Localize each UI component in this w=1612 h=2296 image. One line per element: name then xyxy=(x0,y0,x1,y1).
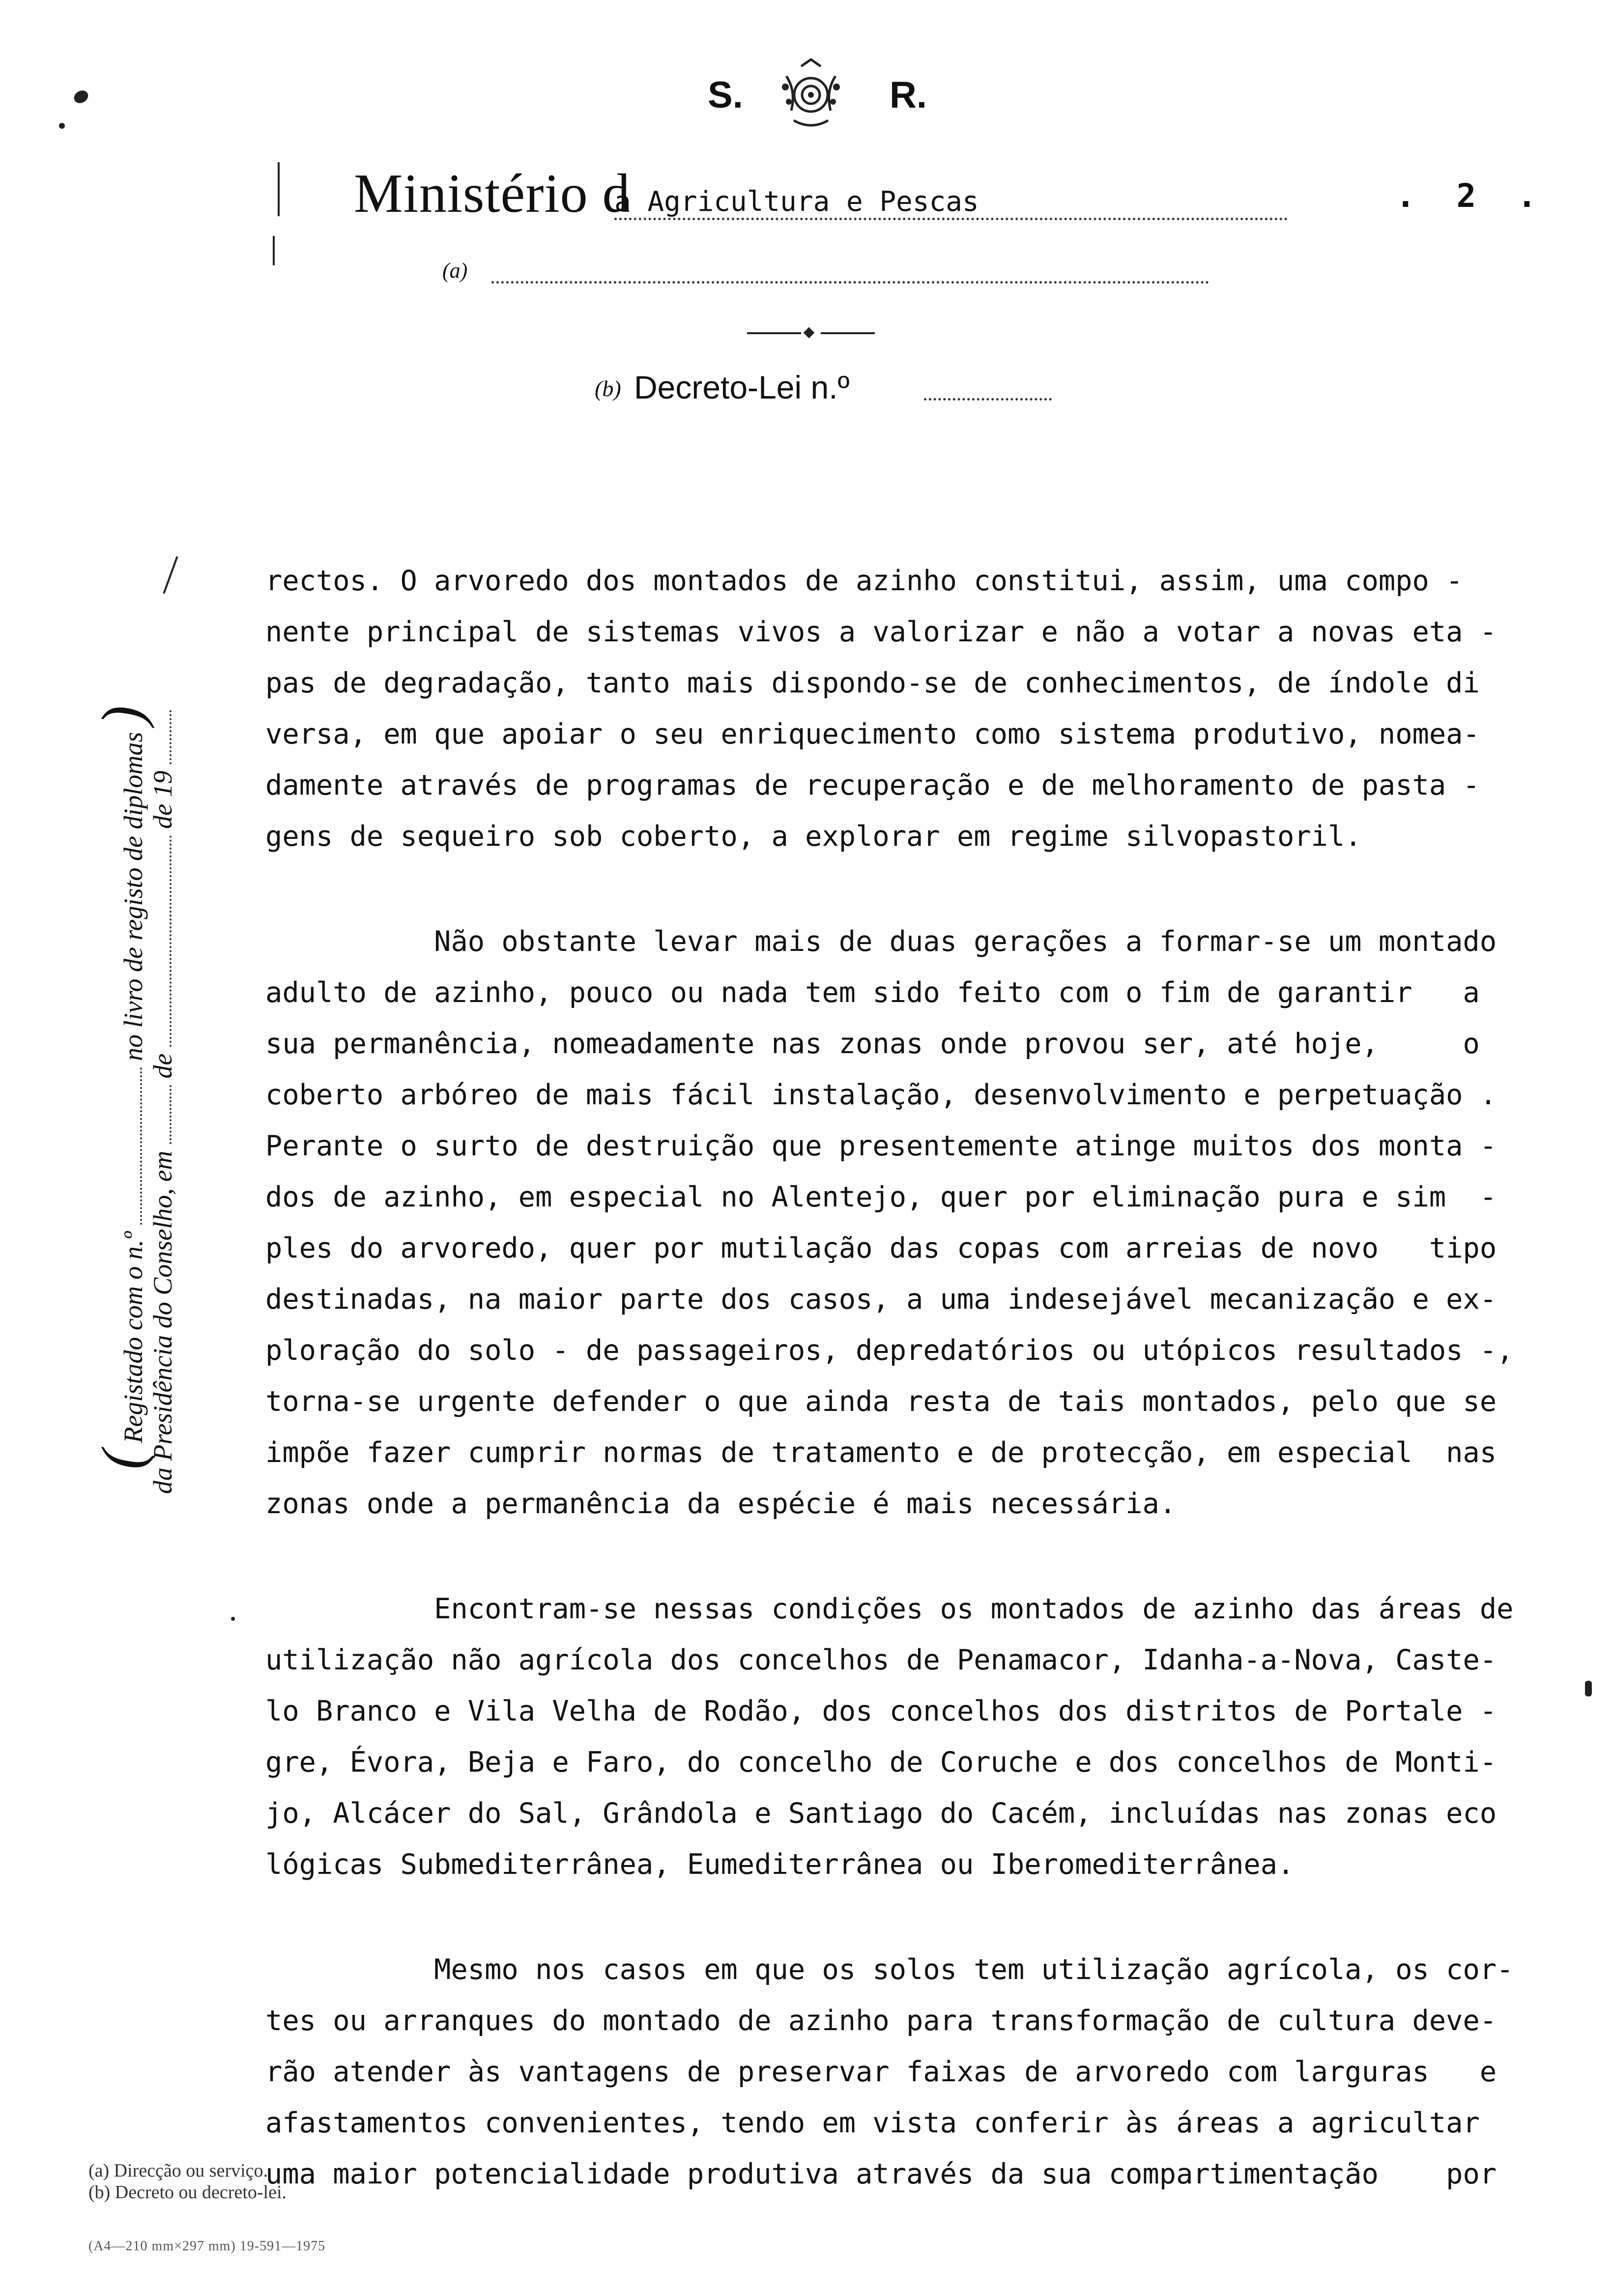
footnote-b: (b) Decreto ou decreto-lei. xyxy=(88,2182,287,2203)
service-line-dots xyxy=(491,281,1209,284)
decree-label: (b) xyxy=(595,376,621,401)
decree-text: Decreto-Lei n.º xyxy=(634,369,850,405)
text-line: afastamentos convenientes, tendo em vista conferir às áreas a agricultar xyxy=(265,2107,1480,2139)
ministry-name: a Agricultura e Pescas xyxy=(614,186,1288,220)
text-line: uma maior potencialidade produtiva através da sua compartimentação por xyxy=(265,2158,1497,2190)
text-line: pas de degradação, tanto mais dispondo-se de conhecimentos, de índole di xyxy=(265,667,1480,699)
divider-bar xyxy=(821,332,875,334)
text-line: versa, em que apoiar o seu enriquecimento como sistema produtivo, nomea- xyxy=(265,718,1480,750)
text-line: ploração do solo - de passageiros, depredatórios ou utópicos resultados -, xyxy=(265,1334,1514,1367)
text-line: coberto arbóreo de mais fácil instalação, desenvolvimento e perpetuação . xyxy=(265,1079,1497,1111)
registration-date-start: da Presidência do Conselho, em xyxy=(148,1150,177,1494)
scan-speck xyxy=(72,88,90,106)
text-line: lógicas Submediterrânea, Eumediterrânea ou Iberomediterrânea. xyxy=(265,1848,1295,1881)
registration-line-2 xyxy=(147,710,178,1494)
text-line: utilização não agrícola dos concelhos de Penamacor, Idanha-a-Nova, Caste- xyxy=(265,1644,1497,1676)
text-line: rão atender às vantagens de preservar faixas de arvoredo com larguras e xyxy=(265,2056,1497,2088)
paragraph-3 xyxy=(265,1583,1602,1890)
right-bracket: ) xyxy=(89,705,155,725)
page-number: . 2 . xyxy=(1396,177,1548,215)
header-letter-s: S. xyxy=(708,74,743,116)
registration-start: Registado com o n.º xyxy=(118,1231,148,1443)
text-line: Encontram-se nessas condições os montados de azinho das áreas de xyxy=(265,1593,1514,1625)
year-dots xyxy=(150,710,172,764)
text-line: sua permanência, nomeadamente nas zonas onde provou ser, até hoje, o xyxy=(265,1028,1480,1060)
text-line: destinadas, na maior parte dos casos, a uma indesejável mecanização e ex- xyxy=(265,1283,1497,1316)
text-line: nente principal de sistemas vivos a valorizar e não a votar a novas eta - xyxy=(265,616,1497,648)
registration-date-end: de 19 xyxy=(148,771,177,829)
registration-margin xyxy=(74,555,202,1499)
text-line: tes ou arranques do montado de azinho para transformação de cultura deve- xyxy=(265,2005,1497,2037)
text-line: rectos. O arvoredo dos montados de azinho constitui, assim, uma compo - xyxy=(265,565,1463,597)
paragraph-2 xyxy=(265,916,1602,1529)
text-line: Não obstante levar mais de duas gerações a formar-se um montado xyxy=(265,925,1497,958)
ministry-prefix: Ministério d xyxy=(354,163,631,224)
margin-tick xyxy=(273,236,275,265)
divider-bar xyxy=(747,332,801,334)
month-dots xyxy=(150,835,172,1047)
paragraph-1 xyxy=(265,555,1602,862)
text-line: damente através de programas de recuperação e de melhoramento de pasta - xyxy=(265,769,1480,802)
text-line: zonas onde a permanência da espécie é mais necessária. xyxy=(265,1488,1177,1520)
margin-tick xyxy=(278,162,280,216)
decree-line xyxy=(595,369,1052,408)
republic-emblem-icon xyxy=(772,57,850,130)
left-bracket: ( xyxy=(89,1450,155,1469)
text-line: Mesmo nos casos em que os solos tem utilização agrícola, os cor- xyxy=(265,1953,1514,1986)
service-line xyxy=(442,256,1209,290)
text-line: ples do arvoredo, quer por mutilação das copas com arreias de novo tipo xyxy=(265,1232,1497,1264)
print-reference: (A4—210 mm×297 mm) 19-591—1975 xyxy=(88,2239,326,2254)
registration-end: no livro de registo de diplomas xyxy=(118,732,148,1061)
scan-speck xyxy=(231,1617,235,1621)
text-line: adulto de azinho, pouco ou nada tem sido feito com o fim de garantir a xyxy=(265,976,1480,1009)
text-line: jo, Alcácer do Sal, Grândola e Santiago do Cacém, incluídas nas zonas eco xyxy=(265,1797,1497,1830)
text-line: gens de sequeiro sob coberto, a explorar em regime silvopastoril. xyxy=(265,820,1362,853)
decree-number-dots xyxy=(924,398,1052,401)
registration-number-dots xyxy=(120,1067,142,1225)
diamond-icon xyxy=(804,327,815,339)
ministry-line xyxy=(354,162,1288,224)
paragraph-4 xyxy=(265,1944,1602,2200)
day-dots xyxy=(150,1085,172,1144)
service-line-label: (a) xyxy=(442,258,468,283)
text-line: gre, Évora, Beja e Faro, do concelho de Coruche e dos concelhos de Monti- xyxy=(265,1746,1497,1779)
text-line: lo Branco e Vila Velha de Rodão, dos concelhos dos distritos de Portale - xyxy=(265,1695,1497,1727)
registration-date-mid: de xyxy=(148,1053,177,1079)
registration-line-1 xyxy=(88,706,156,1469)
divider-ornament xyxy=(747,328,875,338)
footnotes xyxy=(88,2160,287,2203)
text-line: impõe fazer cumprir normas de tratamento e de protecção, em especial nas xyxy=(265,1436,1497,1469)
text-line: dos de azinho, em especial no Alentejo, quer por eliminação pura e sim - xyxy=(265,1181,1497,1213)
header-letter-r: R. xyxy=(890,74,927,116)
text-line: torna-se urgente defender o que ainda resta de tais montados, pelo que se xyxy=(265,1385,1497,1418)
scan-speck xyxy=(59,123,65,129)
decree-body xyxy=(265,555,1602,2200)
footnote-a: (a) Direcção ou serviço. xyxy=(88,2160,268,2181)
text-line: Perante o surto de destruição que presentemente atinge muitos dos monta - xyxy=(265,1130,1497,1162)
